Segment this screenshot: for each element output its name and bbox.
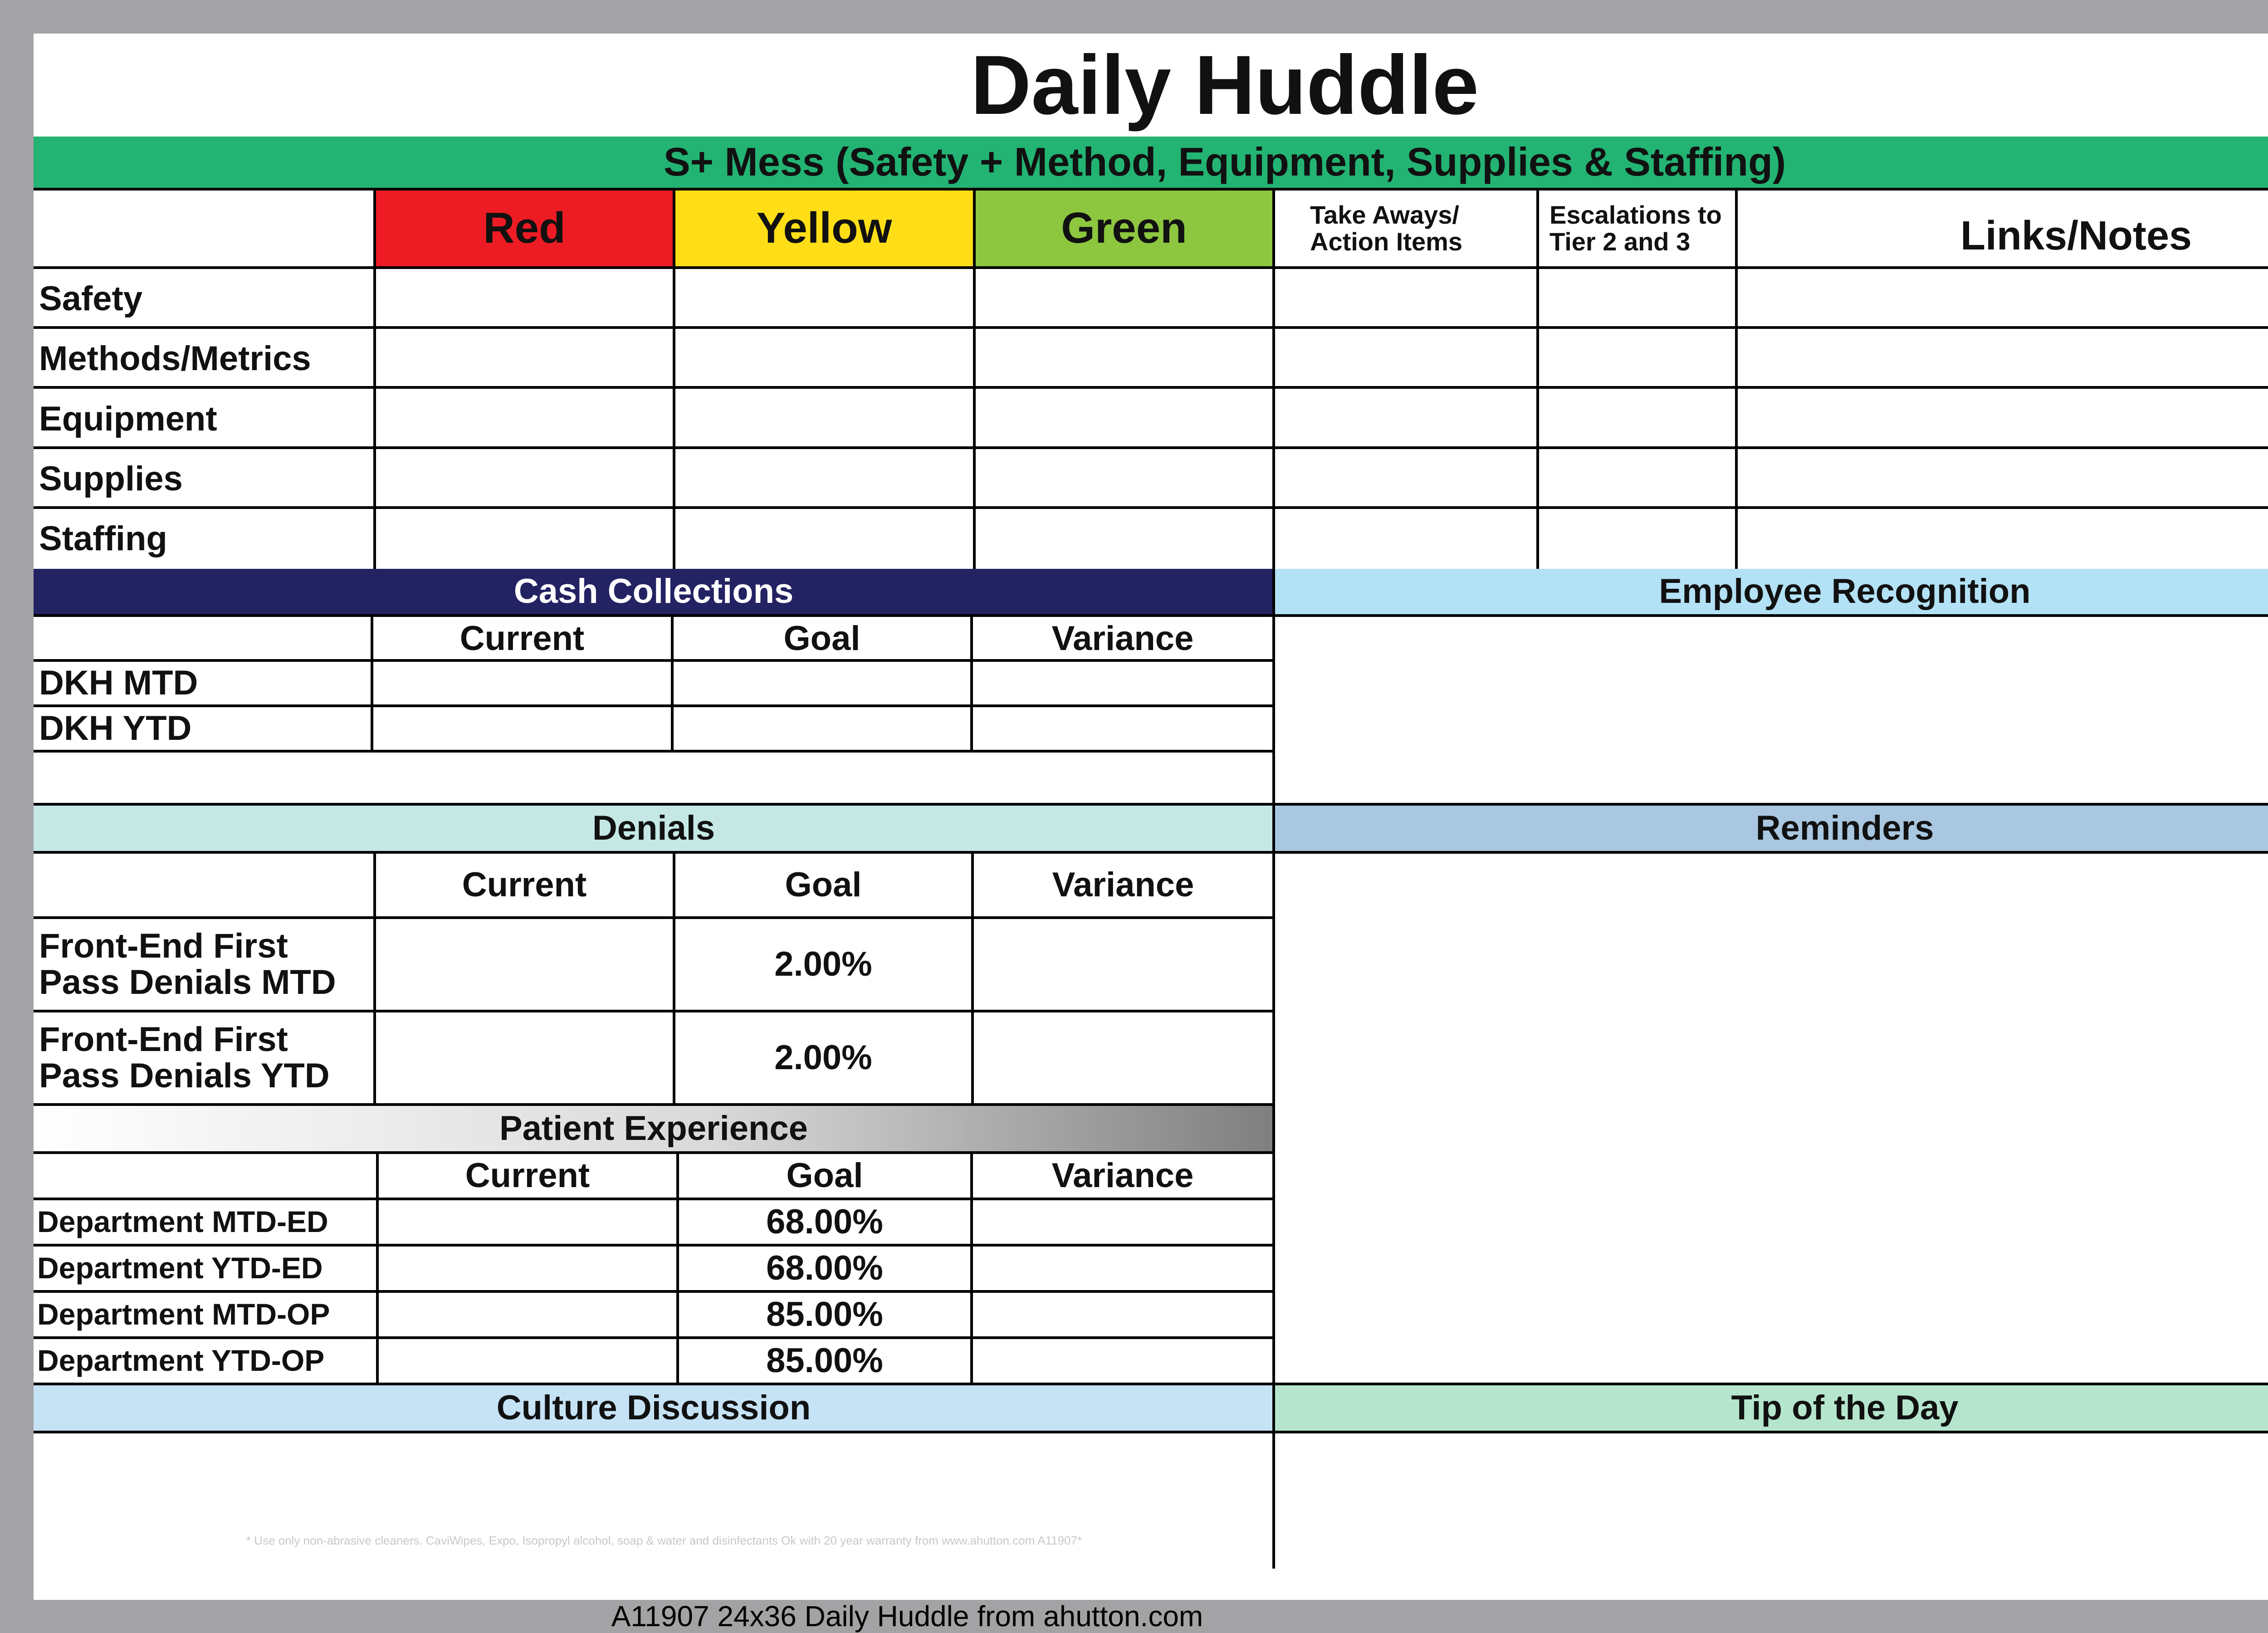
header-links-notes: Links/Notes bbox=[1960, 213, 2192, 259]
grid-line bbox=[673, 854, 675, 1103]
grid-line bbox=[34, 1290, 1274, 1293]
patient-row-goal: 68.00% bbox=[766, 1249, 883, 1288]
grid-line bbox=[34, 188, 2268, 191]
patient-row-goal: 85.00% bbox=[766, 1341, 883, 1380]
header-green: Green bbox=[1061, 204, 1187, 253]
cash-collections-title: Cash Collections bbox=[513, 572, 794, 611]
denials-title: Denials bbox=[592, 809, 715, 848]
denials-row-mtd-label: Front-End First Pass Denials MTD bbox=[39, 927, 336, 1002]
cash-row-dkh-ytd: DKH YTD bbox=[39, 709, 192, 748]
denials-col-variance: Variance bbox=[1052, 865, 1194, 905]
fine-print: * Use only non-abrasive cleaners. CaviWipes, Expo, Isopropyl alcohol, soap & water and disinfectants Ok with 20 year warranty from www.ahutton.com A11907* bbox=[246, 1534, 1082, 1548]
patient-col-variance: Variance bbox=[1051, 1156, 1194, 1195]
denials-row-mtd-goal: 2.00% bbox=[774, 945, 872, 984]
grid-line bbox=[371, 617, 373, 751]
patient-row-goal: 68.00% bbox=[766, 1203, 883, 1242]
grid-line bbox=[34, 1198, 1274, 1200]
smess-banner: S+ Mess (Safety + Method, Equipment, Supplies & Staffing) bbox=[663, 139, 1786, 185]
row-label-methods: Methods/Metrics bbox=[39, 339, 311, 378]
grid-line bbox=[376, 1154, 379, 1383]
grid-line bbox=[34, 851, 2268, 854]
grid-line bbox=[34, 506, 2268, 509]
grid-line bbox=[34, 704, 1274, 707]
grid-line bbox=[671, 617, 674, 751]
denials-col-current: Current bbox=[462, 865, 587, 905]
row-label-staffing: Staffing bbox=[39, 519, 167, 558]
denials-row-ytd-label: Front-End First Pass Denials YTD bbox=[39, 1020, 330, 1095]
grid-line bbox=[1272, 191, 1275, 569]
patient-row-goal: 85.00% bbox=[766, 1295, 883, 1334]
culture-discussion-title: Culture Discussion bbox=[496, 1389, 811, 1428]
grid-line bbox=[34, 750, 1274, 753]
patient-experience-title: Patient Experience bbox=[499, 1109, 808, 1148]
header-red: Red bbox=[483, 204, 566, 253]
grid-line bbox=[970, 617, 973, 751]
header-escalations: Escalations to Tier 2 and 3 bbox=[1549, 200, 1722, 256]
grid-line bbox=[1536, 191, 1539, 569]
patient-col-current: Current bbox=[465, 1156, 590, 1195]
denials-row-ytd-goal: 2.00% bbox=[774, 1038, 872, 1077]
grid-line bbox=[373, 854, 376, 1103]
grid-line bbox=[34, 326, 2268, 329]
grid-line bbox=[34, 1010, 1274, 1012]
grid-line bbox=[34, 266, 2268, 269]
grid-line bbox=[34, 1244, 1274, 1247]
row-label-supplies: Supplies bbox=[39, 460, 183, 499]
grid-line bbox=[1735, 191, 1738, 569]
grid-line bbox=[34, 1336, 1274, 1339]
grid-line bbox=[34, 1431, 2268, 1433]
grid-line bbox=[973, 191, 976, 569]
grid-line bbox=[34, 614, 2268, 617]
huddle-board bbox=[34, 34, 2268, 1600]
grid-line bbox=[970, 1154, 973, 1383]
grid-line bbox=[971, 854, 974, 1103]
patient-row-label: Department YTD-ED bbox=[37, 1251, 323, 1285]
employee-recognition-title: Employee Recognition bbox=[1659, 572, 2031, 611]
patient-col-goal: Goal bbox=[786, 1156, 863, 1195]
grid-line bbox=[673, 191, 675, 569]
cash-row-dkh-mtd: DKH MTD bbox=[39, 664, 198, 703]
cash-col-goal: Goal bbox=[783, 619, 860, 658]
footer-text: A11907 24x36 Daily Huddle from ahutton.com bbox=[611, 1599, 1203, 1633]
grid-line bbox=[34, 1151, 1274, 1154]
row-label-safety: Safety bbox=[39, 279, 143, 318]
grid-line bbox=[676, 1154, 679, 1383]
page-title: Daily Huddle bbox=[970, 38, 1479, 132]
grid-line bbox=[373, 191, 376, 569]
reminders-title: Reminders bbox=[1755, 809, 1934, 848]
grid-line bbox=[34, 916, 1274, 919]
column-divider bbox=[1272, 569, 1275, 1569]
grid-line bbox=[34, 386, 2268, 389]
tip-of-the-day-title: Tip of the Day bbox=[1731, 1389, 1959, 1428]
patient-row-label: Department YTD-OP bbox=[37, 1344, 325, 1378]
header-take-aways: Take Aways/ Action Items bbox=[1310, 200, 1463, 256]
header-yellow: Yellow bbox=[756, 204, 892, 253]
cash-col-current: Current bbox=[459, 619, 585, 658]
cash-col-variance: Variance bbox=[1051, 619, 1194, 658]
patient-row-label: Department MTD-OP bbox=[37, 1297, 330, 1331]
patient-row-label: Department MTD-ED bbox=[37, 1205, 328, 1239]
row-label-equipment: Equipment bbox=[39, 399, 217, 438]
grid-line bbox=[34, 659, 1274, 662]
grid-line bbox=[34, 446, 2268, 449]
denials-col-goal: Goal bbox=[785, 865, 862, 905]
